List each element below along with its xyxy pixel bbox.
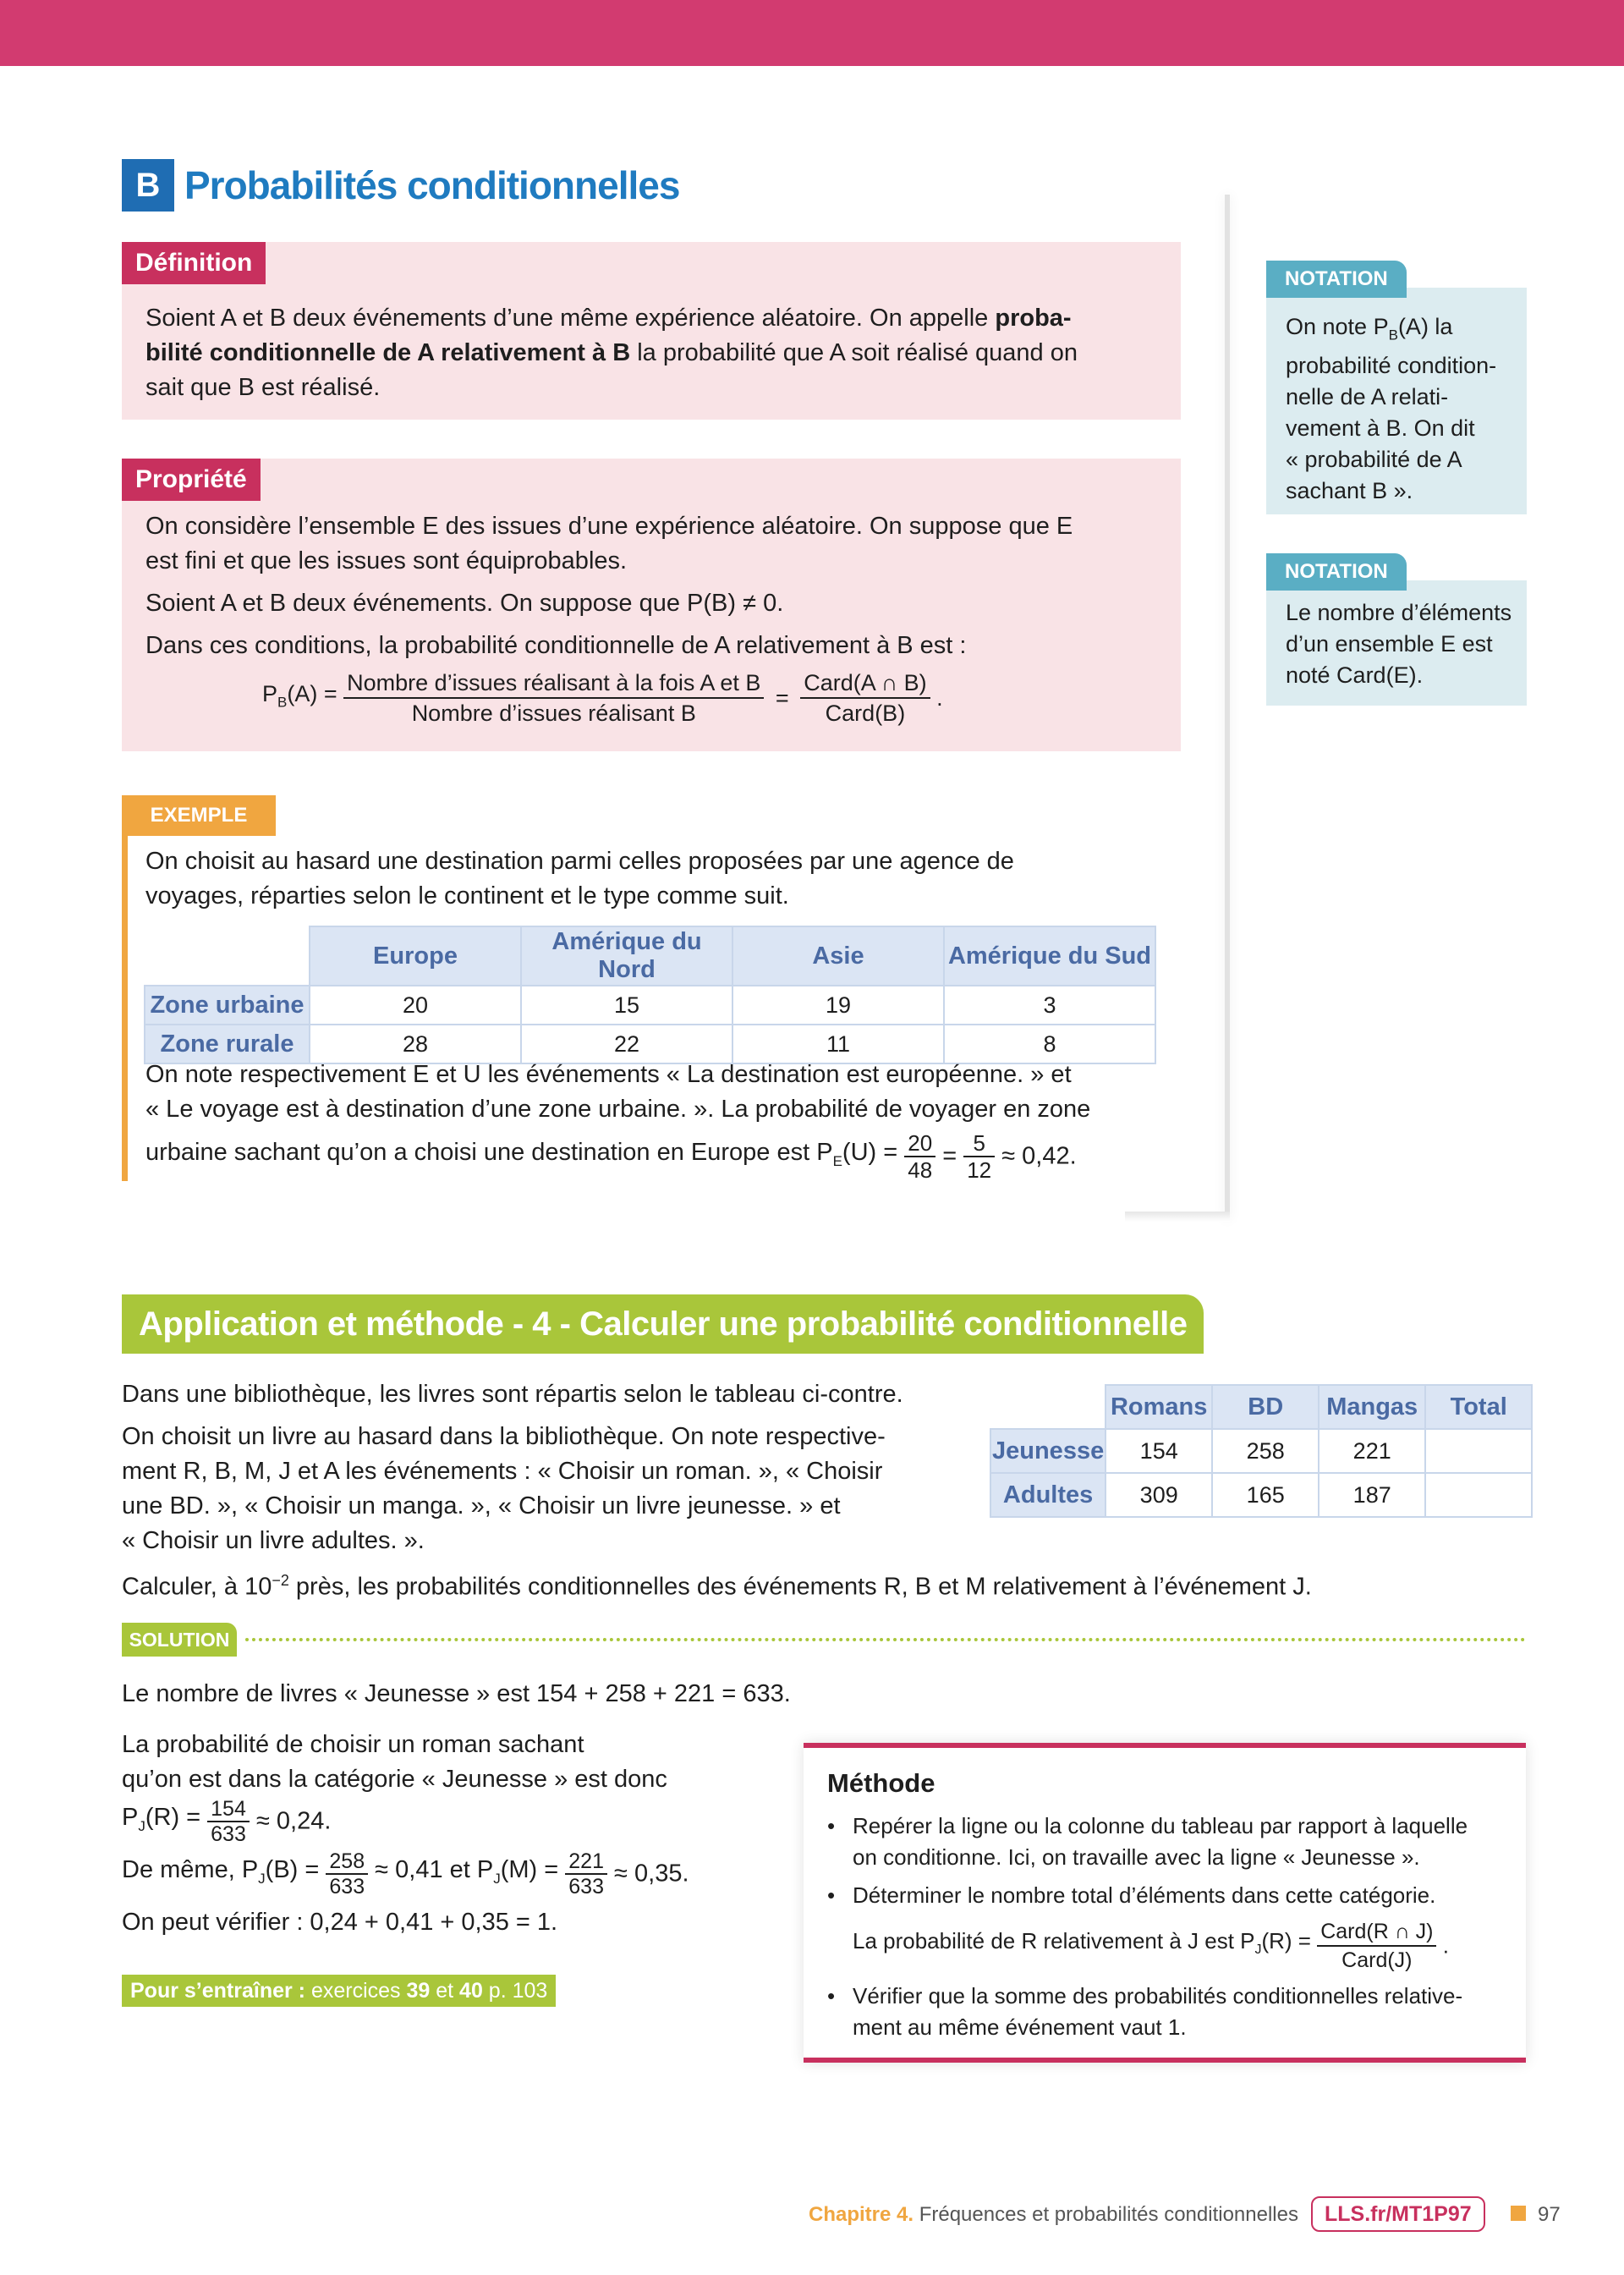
bullet: • — [827, 1813, 836, 1838]
table-header: Amérique du Sud — [944, 926, 1155, 986]
table-cell: 258 — [1212, 1429, 1319, 1473]
formula-fraction-issues: $\frac{\text{Nombre d’issues réalisant à la fois A et B}}{\text{Nombre d’issues réalisant B}}$ — [343, 668, 764, 728]
table-cell: 187 — [1319, 1473, 1425, 1517]
table-cell — [1425, 1473, 1532, 1517]
training-link[interactable]: Pour s’entraîner : exercices 39 et 40 p. 103 — [122, 1975, 556, 2007]
example-table — [144, 926, 1156, 1064]
notation-text-2: Le nombre d’éléments d’un ensemble E est noté Card(E). — [1286, 600, 1512, 688]
fraction-20-48: $\frac{20}{48}$ — [904, 1130, 935, 1183]
table-cell: 8 — [944, 1025, 1155, 1063]
table-header: Mangas — [1319, 1385, 1425, 1429]
definition-text: Soient A et B deux événements d’une même expérience aléatoire. On appelle proba- bilité conditionnelle de A relativement à B la probabilité que A soit réalisé quand on sait que B est réalisé. — [145, 305, 1078, 401]
method-text: • Repérer la ligne ou la colonne du tableau par rapport à laquelle on conditionne. Ici, on travaille avec la ligne « Jeunesse ». • Déterminer le nombre total d’éléments dans cette catégorie. La probabilité de R relativement à J est $P_J(R)$ = $\frac{\text{Card(R ∩ J)}}{\text{Card(J)}}$ . • Vérifier que la somme des probabilités conditionnelles relative- ment au même événement vaut 1. — [824, 1811, 1517, 2043]
fraction-154-633: $\frac{154}{633}$ — [207, 1797, 250, 1846]
example-bar — [122, 795, 128, 1181]
section-title: Probabilités conditionnelles — [184, 163, 680, 207]
card-shadow-bottom — [1125, 1212, 1230, 1222]
application-text: Dans une bibliothèque, les livres sont répartis selon le tableau ci-contre. On choisit un livre au hasard dans la bibliothèque. On note respective- ment R, B, M, J et A les événements : « Choisir un roman. », « Choisir une BD. », « Choisir un manga. », « Choisir un livre jeunesse. » et « Choisir un livre adultes. ». — [122, 1381, 903, 1554]
table-cell: 221 — [1319, 1429, 1425, 1473]
table-row-label: Zone urbaine — [145, 986, 310, 1025]
notation-tag-2: NOTATION — [1266, 553, 1407, 591]
fraction-5-12: $\frac{5}{12}$ — [963, 1130, 995, 1183]
solution-tag: SOLUTION — [122, 1623, 237, 1657]
solution-line-1: Le nombre de livres « Jeunesse » est 154 + 258 + 221 = 633. — [122, 1680, 791, 1707]
table-cell: 309 — [1106, 1473, 1212, 1517]
section-letter: B — [122, 159, 174, 212]
example-tag: EXEMPLE — [122, 795, 276, 836]
table-header: Amérique du Nord — [521, 926, 732, 986]
table-header: Total — [1425, 1385, 1532, 1429]
footer-chapter: Chapitre 4. Fréquences et probabilités conditionnelles — [809, 2203, 1298, 2226]
solution-text: La probabilité de choisir un roman sachant qu’on est dans la catégorie « Jeunesse » est donc $P_J(R)$ = $\frac{154}{633}$ ≈ 0,24. De même, $P_J(B)$ = $\frac{258}{633}$ ≈ 0,41 et $P_J(M)$ = $\frac{221}{633}$ ≈ 0,35. On peut vérifier : 0,24 + 0,41 + 0,35 = 1. — [122, 1731, 689, 1936]
table-cell: 11 — [732, 1025, 944, 1063]
example-text: On note respectivement E et U les événements « La destination est européenne. » et « Le voyage est à destination d’une zone urbaine. ». La probabilité de voyager en zone urbaine sachant qu’on a choisi une destination en Europe est $P_E(U)$ = $\frac{20}{48}$ = $\frac{5}{12}$ ≈ 0,42. — [145, 1061, 1091, 1183]
application-banner: Application et méthode - 4 - Calculer une probabilité conditionnelle — [122, 1294, 1204, 1354]
notation-text-1: On note $P_B(A)$ la probabilité condition- nelle de A relati- vement à B. On dit « probabilité de A sachant B ». — [1286, 314, 1497, 504]
table-row-label: Adultes — [990, 1473, 1106, 1517]
footer-link[interactable]: LLS.fr/MT1P97 — [1311, 2196, 1485, 2232]
table-cell: 15 — [521, 986, 732, 1025]
table-cell: 3 — [944, 986, 1155, 1025]
method-fraction: $\frac{\text{Card(R ∩ J)}}{\text{Card(J)}}$ — [1317, 1918, 1436, 1974]
page-number: 97 — [1538, 2203, 1561, 2226]
table-header: BD — [1212, 1385, 1319, 1429]
property-label: Propriété — [122, 459, 261, 501]
table-corner — [990, 1385, 1106, 1429]
table-cell: 19 — [732, 986, 944, 1025]
table-row-label: Zone rurale — [145, 1025, 310, 1063]
library-table — [990, 1384, 1533, 1518]
table-header: Asie — [732, 926, 944, 986]
application-question: Calculer, à $10^{-2}$ près, les probabilités conditionnelles des événements R, B et M relativement à l’événement J. — [122, 1572, 1312, 1601]
definition-label: Définition — [122, 242, 266, 284]
property-formula: $P_B(A)$ = $\frac{\text{Nombre d’issues réalisant à la fois A et B}}{\text{Nombre d’issues réalisant B}}$ = $\frac{\text{Card(A ∩ B)}}{\text{Card(B)}}$ . — [262, 670, 943, 726]
table-cell: 28 — [310, 1025, 521, 1063]
table-corner — [145, 926, 310, 986]
fraction-221-633: $\frac{221}{633}$ — [565, 1849, 607, 1899]
table-header: Romans — [1106, 1385, 1212, 1429]
bullet: • — [827, 1882, 836, 1908]
table-cell: 20 — [310, 986, 521, 1025]
card-shadow — [1225, 195, 1230, 1220]
fraction-258-633: $\frac{258}{633}$ — [326, 1849, 368, 1899]
notation-tag-1: NOTATION — [1266, 261, 1407, 298]
method-title: Méthode — [827, 1768, 935, 1798]
table-cell: 22 — [521, 1025, 732, 1063]
table-cell: 165 — [1212, 1473, 1319, 1517]
bullet: • — [827, 1983, 836, 2008]
table-cell — [1425, 1429, 1532, 1473]
solution-divider — [245, 1638, 1526, 1641]
table-cell: 154 — [1106, 1429, 1212, 1473]
property-text: On considère l’ensemble E des issues d’une expérience aléatoire. On suppose que E est fini et que les issues sont équiprobables. Soient A et B deux événements. On suppose que P(B) ≠ 0. Dans ces conditions, la probabilité conditionnelle de A relativement à B est : — [145, 513, 1073, 659]
top-color-bar — [0, 0, 1624, 66]
formula-fraction-card: $\frac{\text{Card(A ∩ B)}}{\text{Card(B)}}$ — [800, 668, 930, 728]
example-intro: On choisit au hasard une destination parmi celles proposées par une agence de voyages, réparties selon le continent et le type comme suit. — [145, 848, 1014, 909]
table-header: Europe — [310, 926, 521, 986]
method-bottom-border — [804, 2058, 1526, 2063]
footer-square-icon — [1511, 2206, 1526, 2221]
table-row-label: Jeunesse — [990, 1429, 1106, 1473]
method-top-border — [804, 1743, 1526, 1748]
